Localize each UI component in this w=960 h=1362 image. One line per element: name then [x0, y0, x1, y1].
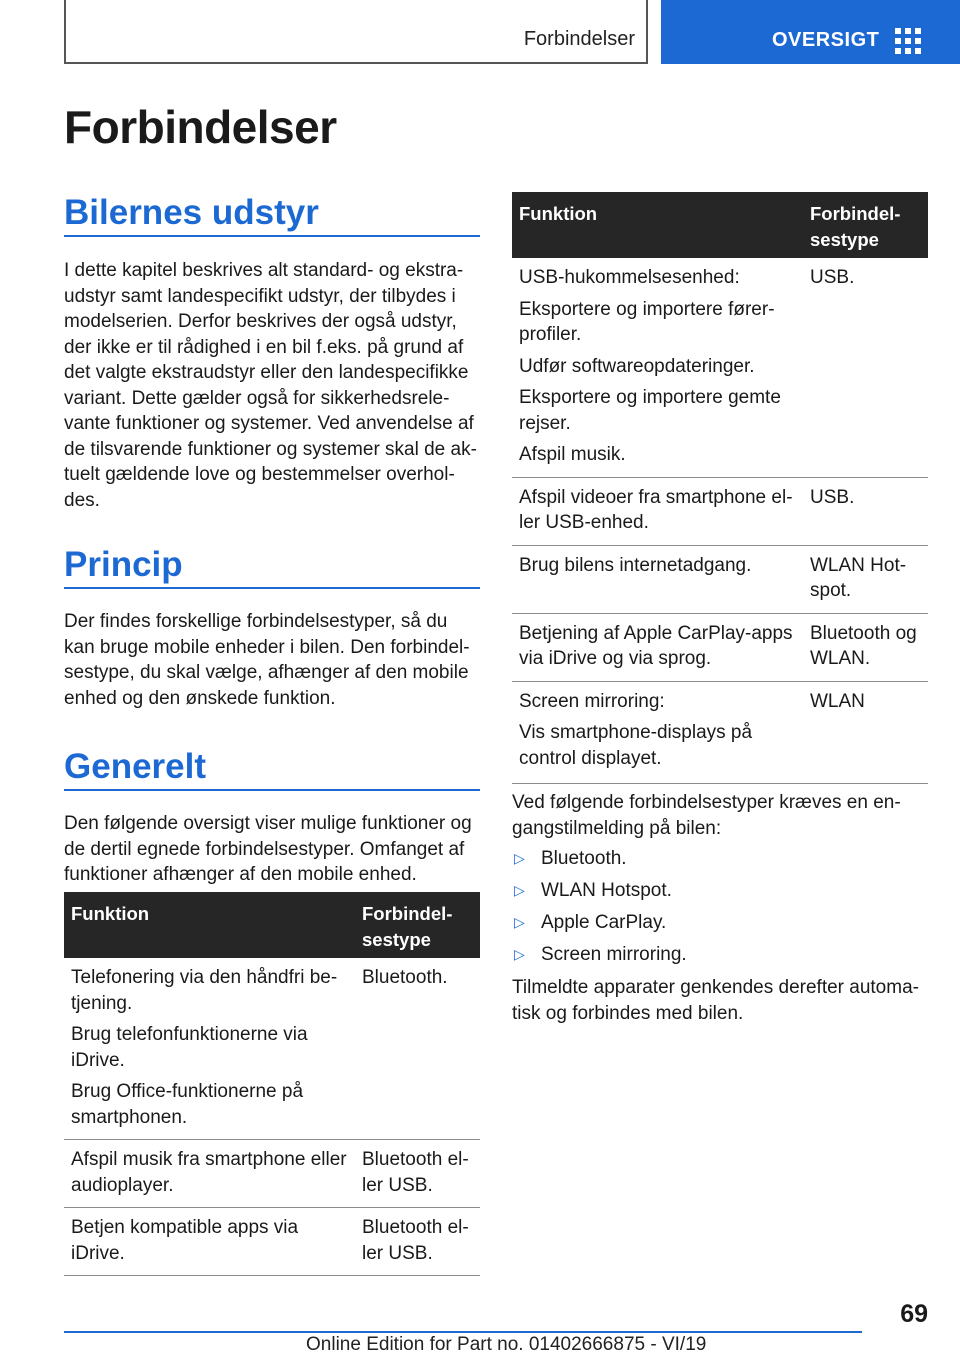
- cell-line: Brug Office-funktionerne på smartphonen.: [71, 1081, 304, 1128]
- table-row: [512, 681, 928, 784]
- footer-edition: Online Edition for Part no. 01402666875 - VI/19: [306, 1334, 707, 1355]
- section-text-generelt: Den følgende oversigt viser mulige funktioner og de dertil egnede forbindelsestyper. Omfanget af funktioner afhænger af den mobile enhed.: [64, 813, 472, 885]
- footer-divider: [64, 1331, 862, 1333]
- table-cell-funktion: [512, 258, 803, 477]
- cell-line: Vis smartphone-displays på control displayet.: [519, 722, 753, 769]
- table-row: [64, 958, 480, 1140]
- table-header-type: Forbindelsestype: [355, 892, 480, 958]
- table-row: [512, 258, 928, 477]
- section-heading-princip: Princip: [64, 545, 480, 589]
- list-item: [512, 910, 928, 942]
- cell-line: Betjening af Apple CarPlay-apps via iDrive og via sprog.: [519, 622, 793, 669]
- triangle-bullet-icon: ▷: [514, 882, 525, 898]
- connection-table-right: [512, 192, 928, 784]
- registration-outro: Tilmeldte apparater genkendes derefter automatisk og forbindes med bilen.: [512, 977, 919, 1024]
- table-cell-type: WLAN Hotspot.: [803, 545, 928, 613]
- list-item-text: WLAN Hotspot.: [541, 880, 672, 901]
- cell-line: Udfør softwareopdateringer.: [519, 355, 755, 377]
- table-header-row: [64, 892, 480, 958]
- cell-line: Brug bilens internetadgang.: [519, 554, 752, 576]
- overview-button-label: OVERSIGT: [772, 29, 880, 51]
- page-title: Forbindelser: [64, 101, 337, 153]
- overview-button[interactable]: [661, 0, 960, 64]
- cell-line: Eksportere og importere førerprofiler.: [519, 298, 775, 345]
- triangle-bullet-icon: ▷: [514, 850, 525, 866]
- table-cell-type: Bluetooth og WLAN.: [803, 613, 928, 681]
- cell-line: Telefonering via den håndfri betjening.: [71, 967, 338, 1014]
- cell-line: Afspil musik.: [519, 444, 626, 465]
- table-cell-type: Bluetooth eller USB.: [355, 1208, 480, 1276]
- cell-line: Brug telefonfunktionerne via iDrive.: [71, 1024, 308, 1071]
- list-item: [512, 846, 928, 878]
- section-heading-generelt: Generelt: [64, 747, 480, 791]
- cell-line: Betjen kompatible apps via iDrive.: [71, 1217, 299, 1264]
- table-header-funktion: Funktion: [64, 892, 355, 958]
- cell-line: USB-hukommelsesenhed:: [519, 267, 740, 288]
- triangle-bullet-icon: ▷: [514, 946, 525, 962]
- list-item-text: Apple CarPlay.: [541, 912, 667, 933]
- table-cell-funktion: [64, 1140, 355, 1208]
- grid-menu-icon: [895, 28, 921, 54]
- table-row: [64, 1208, 480, 1276]
- table-cell-type: WLAN: [803, 681, 928, 784]
- connection-type-list: [512, 846, 928, 974]
- table-row: [512, 477, 928, 545]
- table-header-row: [512, 192, 928, 258]
- table-cell-funktion: [512, 477, 803, 545]
- connection-table-left: [64, 892, 480, 1276]
- page-number: 69: [900, 1300, 928, 1328]
- table-header-type: Forbindelsestype: [803, 192, 928, 258]
- section-heading-udstyr: Bilernes udstyr: [64, 193, 480, 237]
- registration-intro: Ved følgende forbindelsestyper kræves en engangstilmelding på bilen:: [512, 792, 901, 839]
- table-cell-funktion: [64, 1208, 355, 1276]
- section-text-princip: Der findes forskellige forbindelsestyper, så du kan bruge mobile enheder i bilen. Den forbindelsestype, du skal vælge, afhænger af den mobile enhed og den ønskede funktion.: [64, 611, 470, 709]
- list-item: [512, 878, 928, 910]
- triangle-bullet-icon: ▷: [514, 914, 525, 930]
- cell-line: Screen mirroring:: [519, 690, 665, 712]
- list-item-text: Screen mirroring.: [541, 944, 687, 965]
- table-row: [512, 545, 928, 613]
- table-row: [512, 613, 928, 681]
- header-section-label: Forbindelser: [523, 28, 635, 50]
- section-text-udstyr: I dette kapitel beskrives alt standard- og ekstraudstyr samt landespecifikt udstyr, der tilbydes i modelserien. Derfor beskrives der også udstyr, der ikke er til rådighed i en bil f.eks. på grund af det valgte ekstraudstyr eller den landespecifikke variant. Dette gælder også for sikkerhedsrelevante funktioner og systemer. Ved anvendelse af de tilsvarende funktioner og systemer skal de aktuelt gældende love og bestemmelser overholdes.: [64, 260, 477, 511]
- table-row: [64, 1140, 480, 1208]
- table-cell-funktion: [512, 613, 803, 681]
- list-item-text: Bluetooth.: [541, 848, 627, 869]
- cell-line: Afspil musik fra smartphone eller audioplayer.: [71, 1149, 347, 1196]
- list-item: [512, 942, 928, 974]
- cell-line: Afspil videoer fra smartphone eller USB-enhed.: [519, 486, 793, 533]
- table-header-funktion: Funktion: [512, 192, 803, 258]
- table-cell-type: Bluetooth.: [355, 958, 480, 1140]
- table-cell-type: Bluetooth eller USB.: [355, 1140, 480, 1208]
- cell-line: Eksportere og importere gemte rejser.: [519, 387, 781, 434]
- table-cell-funktion: [512, 545, 803, 613]
- table-cell-funktion: [512, 681, 803, 784]
- table-cell-type: USB.: [803, 477, 928, 545]
- table-cell-funktion: [64, 958, 355, 1140]
- table-cell-type: USB.: [803, 258, 928, 477]
